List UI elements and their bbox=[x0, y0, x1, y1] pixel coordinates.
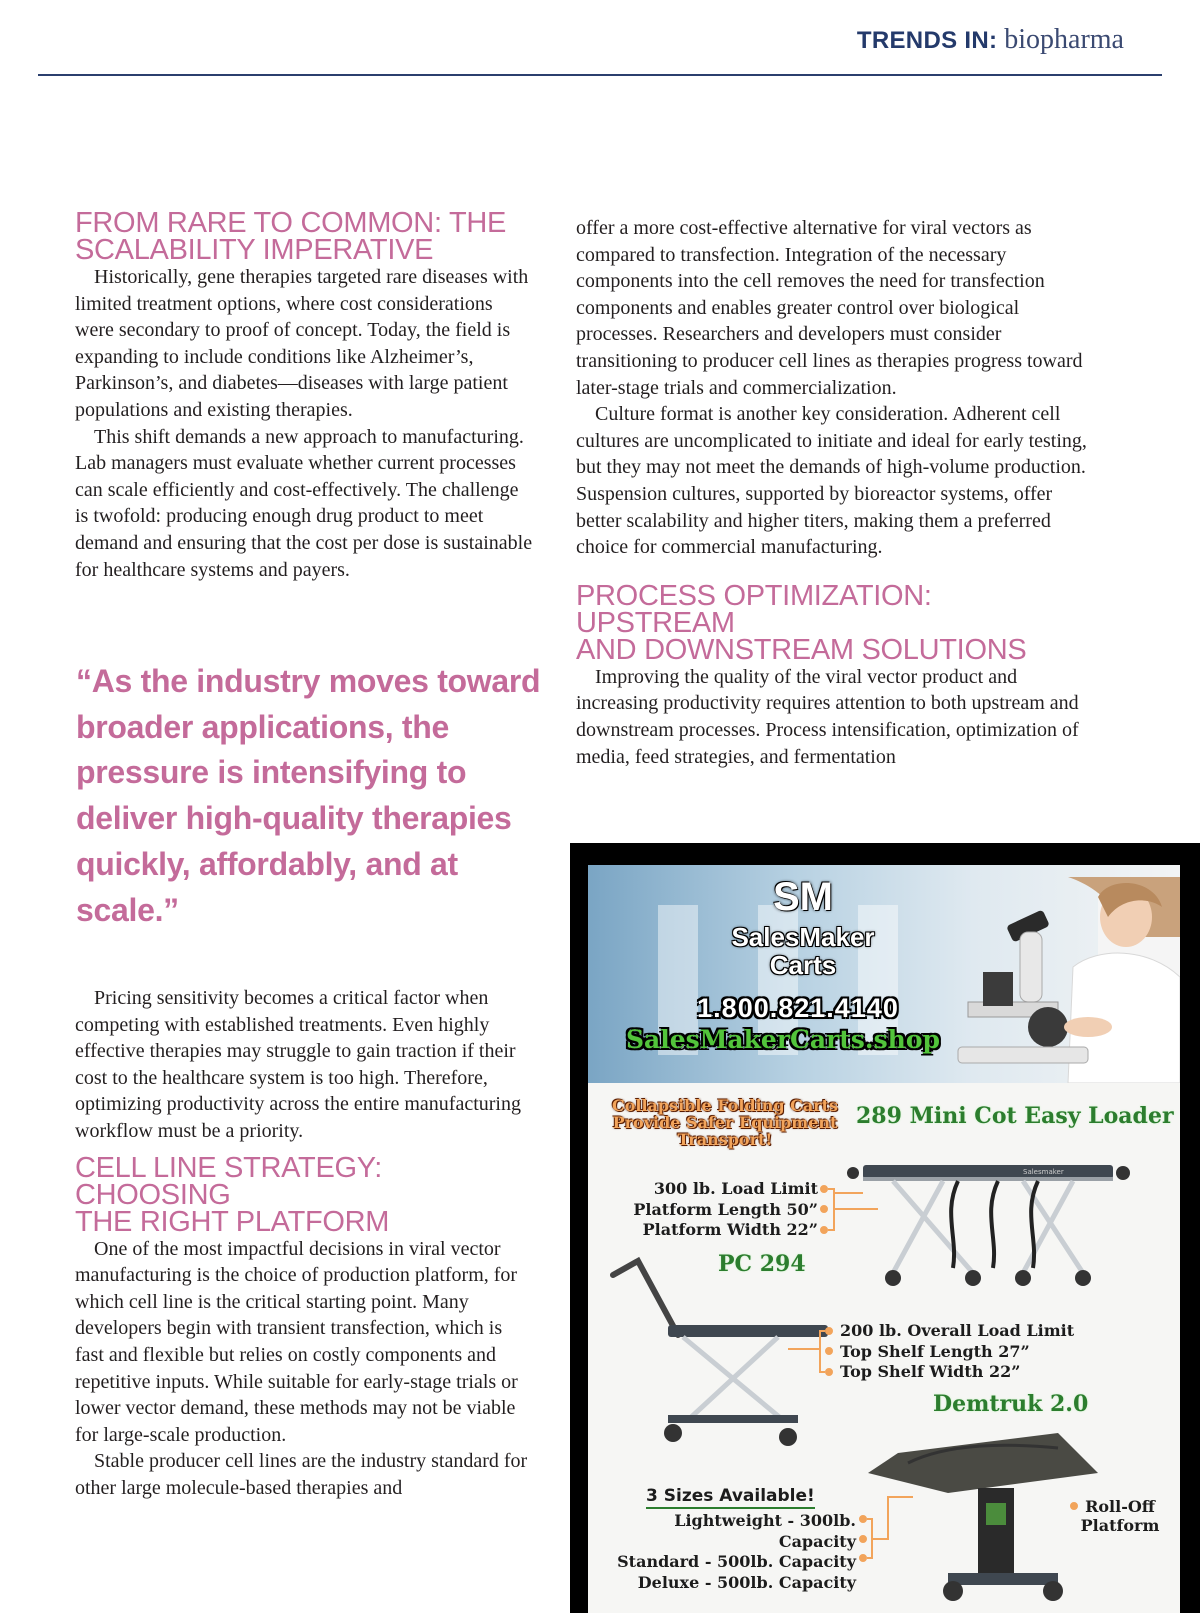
paragraph: Historically, gene therapies targeted rare diseases with limited treatment options, where cost considerations were secondary to proof of concept. Today, the field is expanding to include conditions like Alzheimer’s, Parkinson’s, and diabetes—diseases with large patient populations and existing therapies. bbox=[75, 266, 529, 421]
brand-line: SalesMaker bbox=[731, 922, 875, 952]
rolloff-line: Platform bbox=[1080, 1516, 1160, 1535]
right-column bbox=[576, 215, 1091, 770]
size-option: Lightweight - 300lb. Capacity bbox=[674, 1511, 856, 1551]
ad-banner bbox=[588, 865, 1180, 1083]
product-title-demtruk: Demtruk 2.0 bbox=[933, 1391, 1089, 1417]
size-option: Deluxe - 500lb. Capacity bbox=[637, 1572, 856, 1592]
paragraph: This shift demands a new approach to manufacturing. Lab managers must evaluate whether current processes can scale efficiently and cost-effectively. The challenge is twofold: producing enough drug product to meet demand and ensuring that the cost per dose is sustainable for healthcare systems and payers. bbox=[75, 425, 533, 581]
paragraph: Stable producer cell lines are the industry standard for other large molecule-based therapies and bbox=[75, 1450, 528, 1499]
cot-label: Salesmaker bbox=[1023, 1168, 1064, 1176]
pull-quote: “As the industry moves toward broader applications, the pressure is intensifying to deliver high-quality therapies quickly, affordably, and at scale.” bbox=[76, 663, 541, 928]
spec-line: 200 lb. Overall Load Limit bbox=[840, 1321, 1075, 1340]
spec-line: 300 lb. Load Limit bbox=[653, 1179, 818, 1198]
heading-line: AND DOWNSTREAM SOLUTIONS bbox=[576, 633, 1027, 666]
spec-line: Platform Width 22” bbox=[642, 1220, 818, 1239]
rolloff-line: Roll-Off bbox=[1085, 1497, 1155, 1516]
section-heading-process bbox=[576, 579, 1091, 666]
brand-line: Carts bbox=[769, 950, 837, 980]
header-topic: biopharma bbox=[1004, 24, 1124, 55]
paragraph: Pricing sensitivity becomes a critical factor when competing with established treatments. Even highly effective therapies may struggle to gain traction if their cost to the healthcare system is too high. Therefore, optimizing productivity across the entire manufacturing workflow must be a priority. bbox=[75, 987, 521, 1142]
paragraph: Culture format is another key consideration. Adherent cell cultures are uncomplicated to initiate and ideal for early testing, but they may not meet the demands of high-volume production. Suspension cultures, supported by bioreactor systems, offer better scalability and higher titers, making them a preferred choice for commercial manufacturing. bbox=[576, 403, 1087, 559]
logo-icon: SM bbox=[773, 875, 833, 919]
left-column-top bbox=[75, 207, 535, 583]
ad-slogan: Collapsible Folding Carts Provide Safer Equipment Transport! bbox=[611, 1096, 839, 1149]
advertisement[interactable] bbox=[570, 843, 1200, 1613]
sizes-title: 3 Sizes Available! bbox=[646, 1486, 815, 1509]
running-header bbox=[857, 22, 1124, 59]
spec-line: Top Shelf Width 22” bbox=[840, 1362, 1021, 1381]
section-heading-cell-line bbox=[75, 1151, 535, 1238]
paragraph: offer a more cost-effective alternative for viral vectors as compared to transfection. Integration of the necessary components into the cell removes the need for transfection components and enables greater control over biological processes. Researchers and developers must consider transitioning to producer cell lines as therapies progress toward later-stage trials and commercialization. bbox=[576, 217, 1083, 399]
header-rule bbox=[38, 74, 1162, 76]
heading-line: SCALABILITY IMPERATIVE bbox=[75, 234, 434, 266]
spec-line: Top Shelf Length 27” bbox=[840, 1341, 1030, 1361]
heading-line: PROCESS OPTIMIZATION: UPSTREAM bbox=[576, 579, 932, 639]
product-title-mini-cot: 289 Mini Cot Easy Loader bbox=[856, 1103, 1174, 1129]
header-lead: TRENDS IN: bbox=[856, 27, 998, 54]
size-option: Standard - 500lb. Capacity bbox=[617, 1552, 856, 1571]
microscope-scientist-illustration bbox=[948, 877, 1180, 1083]
spec-line: Platform Length 50” bbox=[633, 1199, 818, 1219]
ad-panel bbox=[588, 865, 1180, 1613]
product-title-pc294: PC 294 bbox=[718, 1251, 806, 1277]
phone-number: 1.800.821.4140 bbox=[697, 993, 899, 1023]
brand-name bbox=[683, 923, 923, 979]
ad-products bbox=[588, 1083, 1180, 1613]
left-column-bottom bbox=[75, 985, 535, 1502]
website-link[interactable]: SalesMakerCarts.shop bbox=[625, 1025, 940, 1054]
section-heading-scalability bbox=[75, 207, 535, 266]
callout-leaders bbox=[588, 1083, 1180, 1613]
heading-line: CELL LINE STRATEGY: CHOOSING bbox=[75, 1151, 382, 1211]
paragraph: One of the most impactful decisions in viral vector manufacturing is the choice of production platform, for which cell line is the critical starting point. Many developers begin with transient transfection, which is fast and flexible but relies on costly components and repetitive inputs. While suitable for early-stage trials or lower vector demand, these methods may not be viable for large-scale production. bbox=[75, 1237, 518, 1446]
paragraph: Improving the quality of the viral vector product and increasing productivity requires attention to both upstream and downstream processes. Process intensification, optimization of media, feed strategies, and fermentation bbox=[576, 665, 1079, 768]
heading-line: THE RIGHT PLATFORM bbox=[75, 1205, 390, 1238]
heading-line: FROM RARE TO COMMON: THE bbox=[75, 207, 507, 239]
